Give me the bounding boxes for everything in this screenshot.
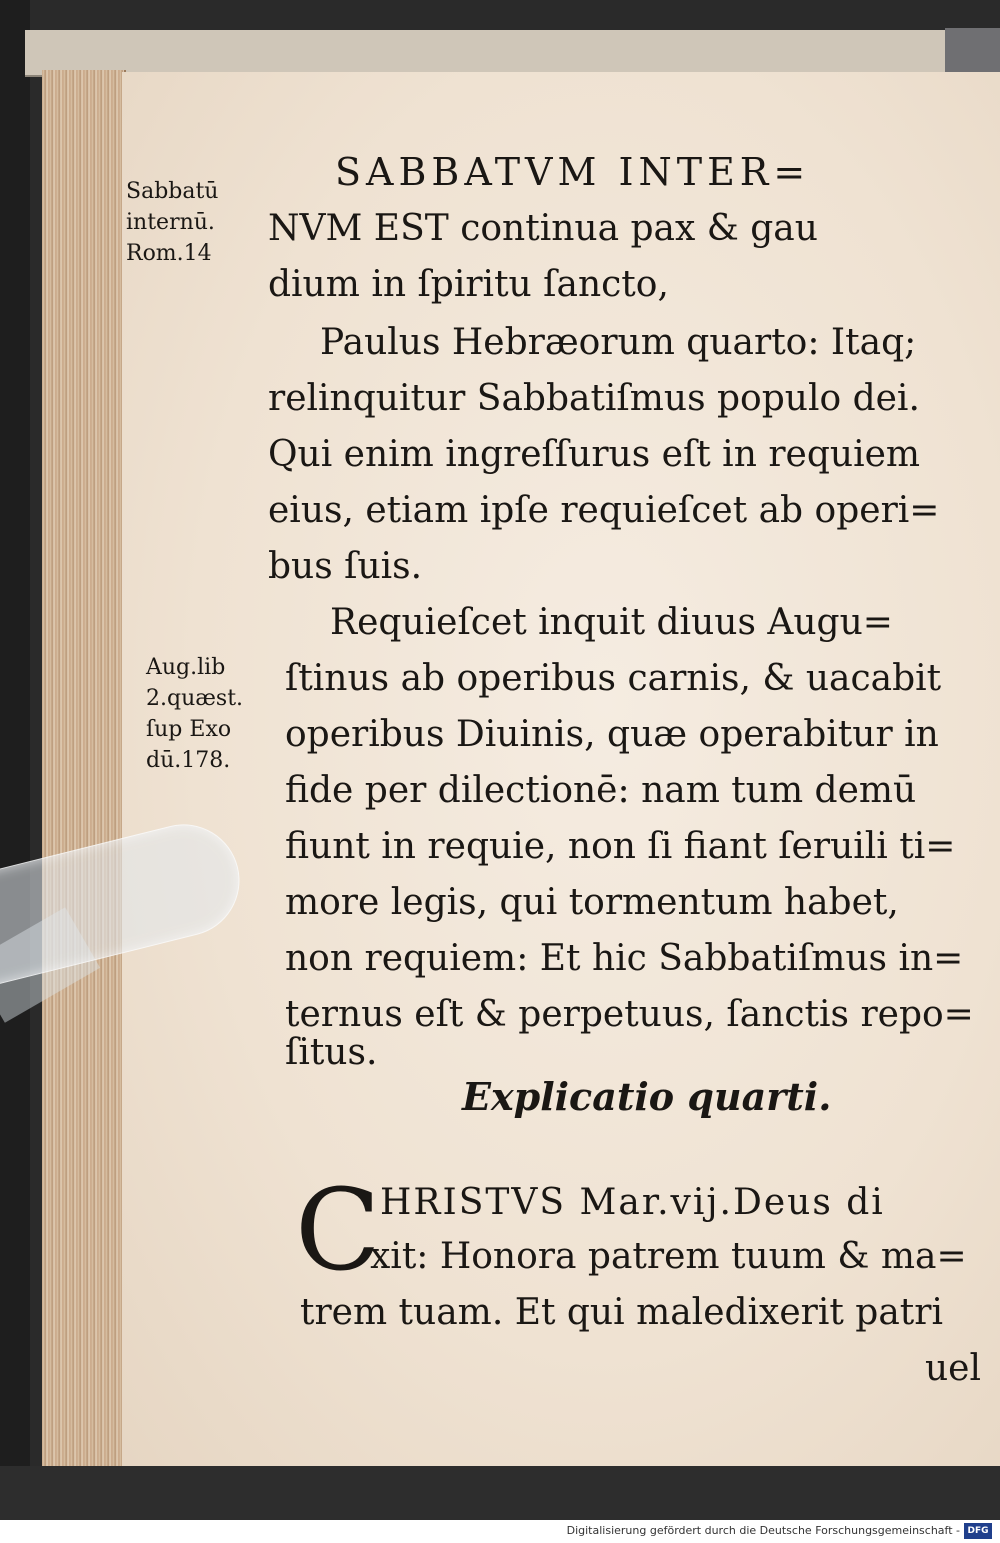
text-line: bus ſuis. [268,546,423,587]
text-line: ſitus. [285,1032,378,1073]
drop-cap: C [295,1166,381,1296]
margin-note-line: Rom.14 [126,241,212,266]
text-line: Requieſcet inquit diuus Augu= [330,602,893,643]
text-line: operibus Diuinis, quæ operabitur in [285,714,939,755]
text-line: HRISTVS Mar.vij.Deus di [380,1182,885,1223]
margin-note-sabbatum [126,176,218,269]
margin-note-line: Sabbatū [126,179,219,204]
footer-credit: Digitalisierung gefördert durch die Deutsche Forschungsgemeinschaft - [566,1524,960,1537]
margin-note-line: dū.178. [146,748,231,773]
text-line: Qui enim ingreſſurus eſt in requiem [268,434,921,475]
book-cover-top [25,30,1000,77]
footer-bar [0,1520,1000,1543]
page-edges [42,70,126,1470]
text-line: NVM EST continua pax & gau [268,208,818,249]
text-line: eius, etiam ipſe requieſcet ab operi= [268,490,940,531]
text-line: ſtinus ab operibus carnis, & uacabit [285,658,942,699]
text-line: relinquitur Sabbatiſmus populo dei. [268,378,920,419]
scan-bottom-strip [0,1466,1000,1520]
margin-note-line: ſup Exo [146,717,232,742]
dfg-logo: DFG [964,1523,992,1539]
text-line: uel [925,1348,982,1389]
text-line: SABBATVM INTER= [335,150,811,194]
text-line: Paulus Hebræorum quarto: Itaq; [320,322,917,363]
section-heading: Explicatio quarti. [462,1074,832,1119]
text-line: dium in ſpiritu ſancto, [268,264,669,305]
text-line: more legis, qui tormentum habet, [285,882,899,923]
text-line: fide per dilectionē: nam tum demū [285,770,917,811]
margin-note-augustine [146,652,243,776]
text-line: trem tuam. Et qui maledixerit patri [300,1292,943,1333]
text-line: fiunt in requie, non ſi fiant ſeruili ti= [285,826,956,867]
text-line: xit: Honora patrem tuum & ma= [370,1236,967,1277]
margin-note-line: internū. [126,210,215,235]
margin-note-line: Aug.lib [146,655,226,680]
text-line: non requiem: Et hic Sabbatiſmus in= [285,938,964,979]
text-line: ternus eſt & perpetuus, ſanctis repo= [285,994,974,1035]
book-cover-edge [0,0,30,1520]
margin-note-line: 2.quæst. [146,686,244,711]
